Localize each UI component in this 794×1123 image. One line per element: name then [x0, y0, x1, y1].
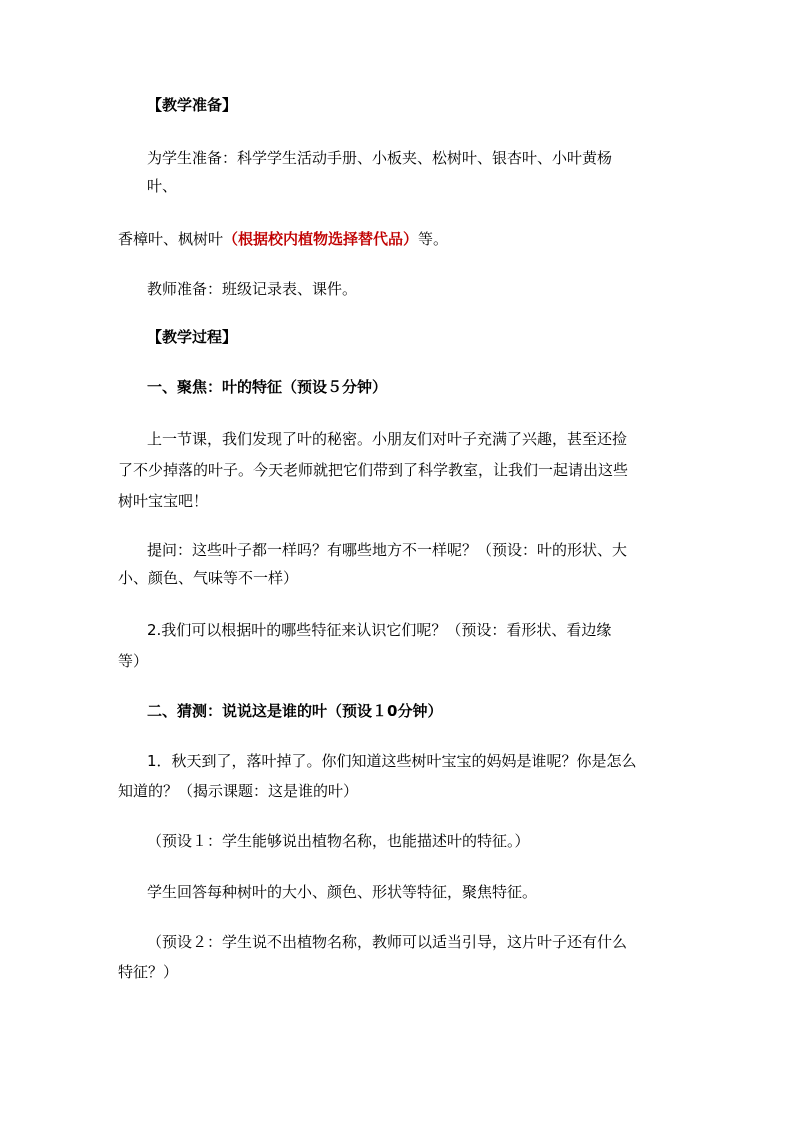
part2-heading: 二、猜测：说说这是谁的叶（预设１0分钟）: [147, 702, 443, 720]
part1-paragraph-2-line-2: 小、颜色、气味等不一样）: [118, 569, 299, 587]
etc-text: 等。: [418, 230, 449, 248]
part2-paragraph-4-line-2: 特征？）: [118, 963, 179, 981]
student-prep-line-1: 为学生准备：科学学生活动手册、小板夹、松树叶、银杏叶、小叶黄杨: [147, 149, 613, 167]
plant-list-text: 香樟叶、枫树叶: [118, 230, 224, 248]
part1-paragraph-3-line-2: 等）: [118, 652, 149, 670]
process-heading: 【教学过程】: [147, 328, 238, 346]
part1-paragraph-1-line-2: 了不少掉落的叶子。今天老师就把它们带到了科学教室，让我们一起请出这些: [118, 461, 629, 479]
part1-paragraph-1-line-1: 上一节课，我们发现了叶的秘密。小朋友们对叶子充满了兴趣，甚至还捡: [147, 430, 628, 448]
part2-paragraph-2: （预设１：学生能够说出植物名称，也能描述叶的特征。）: [147, 832, 530, 850]
part1-paragraph-2-line-1: 提问：这些叶子都一样吗？有哪些地方不一样呢？（预设：叶的形状、大: [147, 541, 628, 559]
student-prep-line-2: 叶、: [147, 177, 178, 195]
part1-paragraph-3-line-1: 2.我们可以根据叶的哪些特征来认识它们呢？（预设：看形状、看边缘: [147, 621, 612, 639]
prep-heading: 【教学准备】: [147, 96, 238, 114]
part1-paragraph-1-line-3: 树叶宝宝吧！: [118, 492, 209, 510]
student-prep-line-3: [118, 224, 448, 254]
part2-paragraph-3: 学生回答每种树叶的大小、颜色、形状等特征，聚焦特征。: [147, 883, 538, 901]
part2-paragraph-4-line-1: （预设２：学生说不出植物名称，教师可以适当引导，这片叶子还有什么: [147, 933, 628, 951]
part2-paragraph-1-line-1: 1．秋天到了，落叶掉了。你们知道这些树叶宝宝的妈妈是谁呢？你是怎么: [147, 752, 637, 770]
part1-heading: 一、聚焦：叶的特征（预设５分钟）: [147, 378, 388, 396]
part2-paragraph-1-line-2: 知道的？（揭示课题：这是谁的叶）: [118, 782, 359, 800]
teacher-prep: 教师准备：班级记录表、课件。: [147, 280, 358, 298]
substitute-note: （根据校内植物选择替代品）: [223, 230, 419, 248]
